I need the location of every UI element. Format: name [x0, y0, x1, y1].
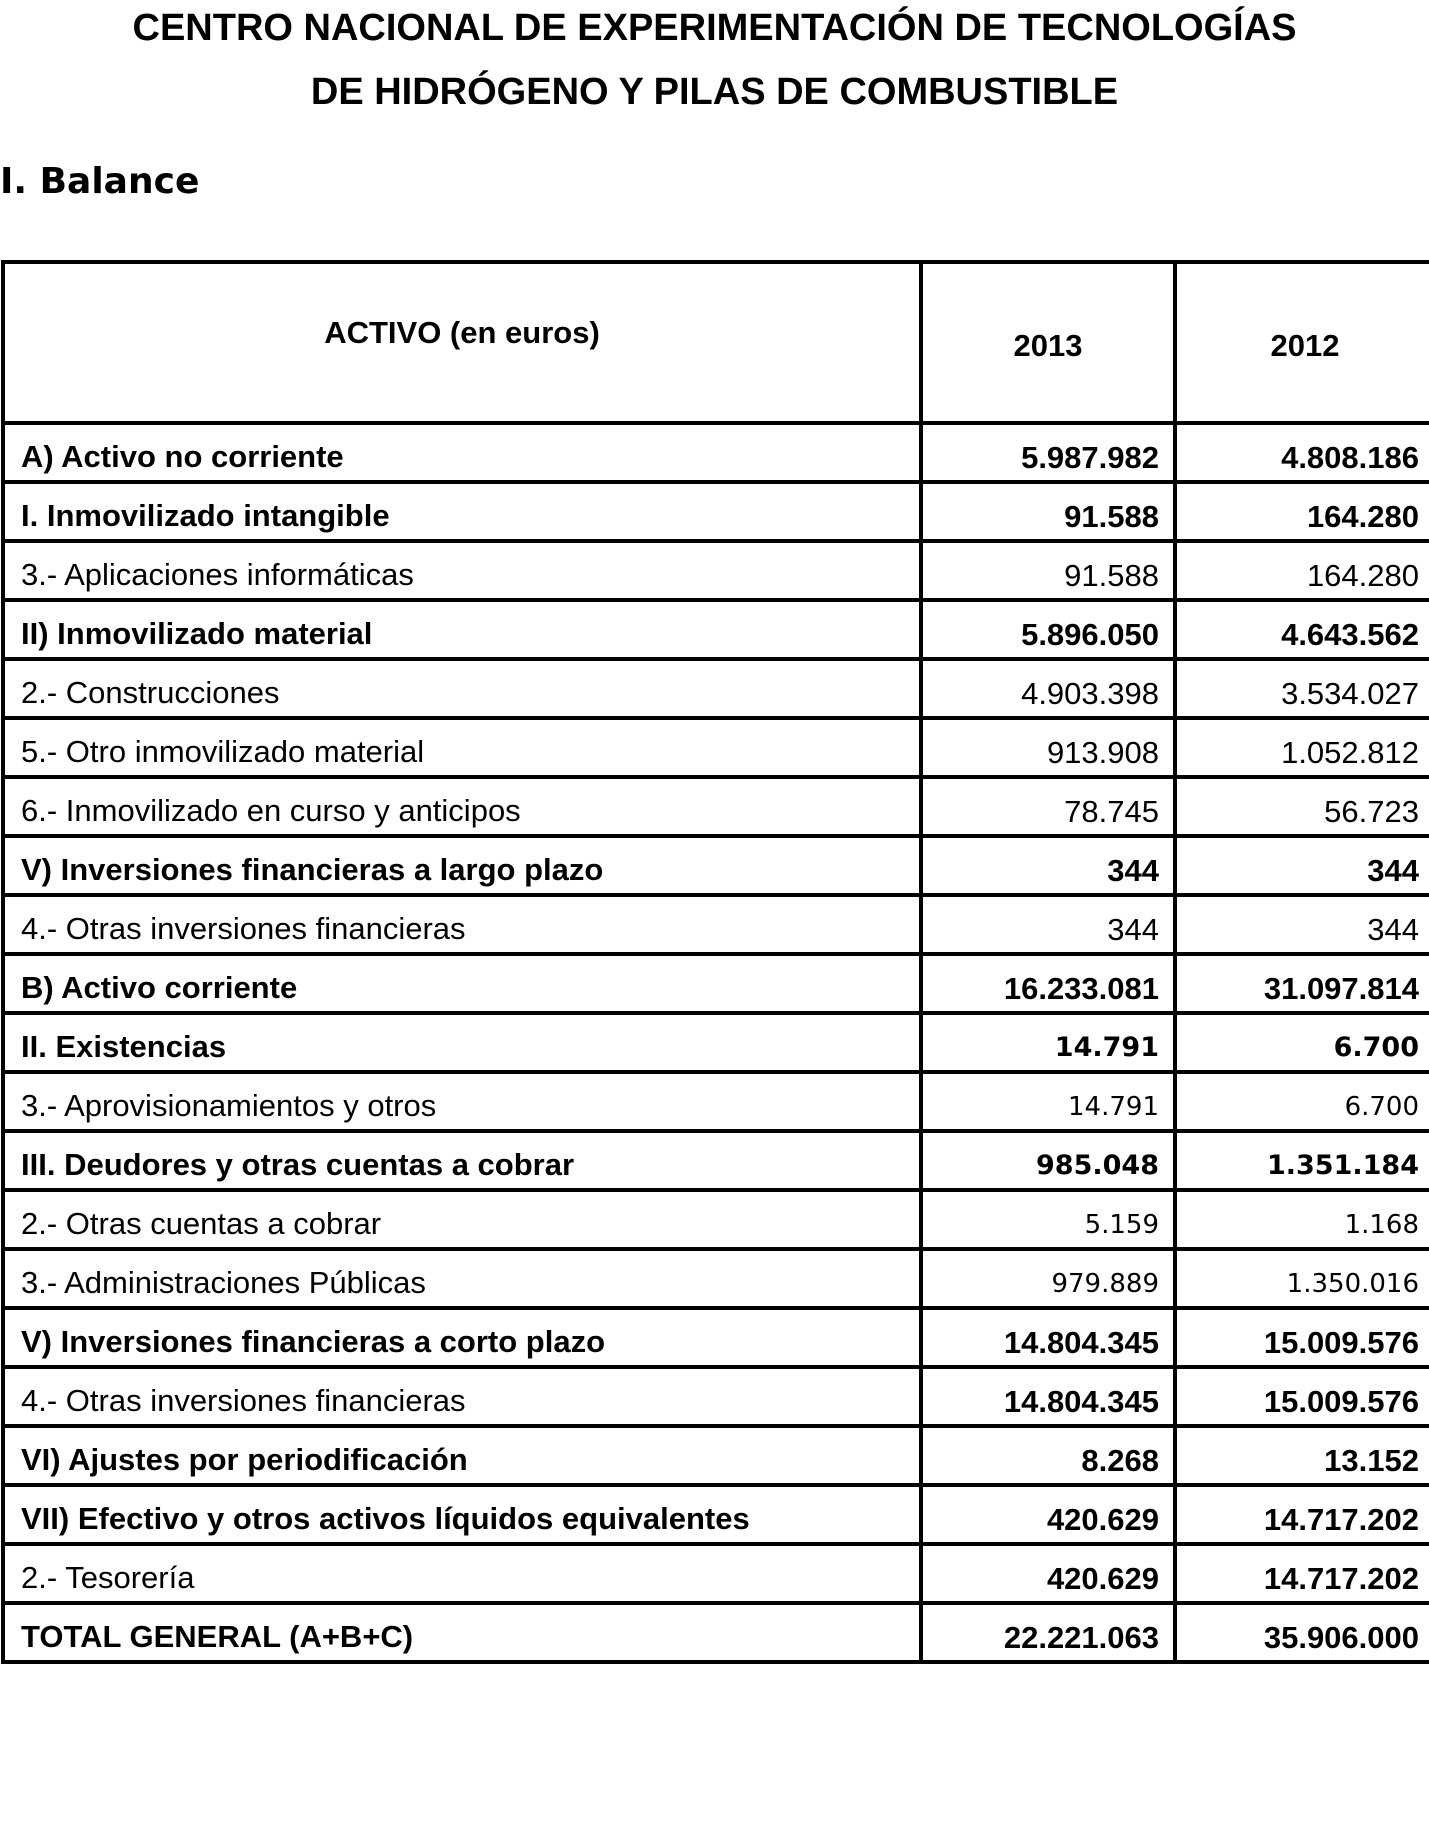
value-2013: 420.629 — [921, 1485, 1175, 1544]
table-row — [3, 1072, 1429, 1131]
row-label: 4.- Otras inversiones financieras — [3, 1367, 921, 1426]
value-2013: 985.048 — [921, 1131, 1175, 1190]
row-label: 3.- Administraciones Públicas — [3, 1249, 921, 1308]
document-title-line-2: DE HIDRÓGENO Y PILAS DE COMBUSTIBLE — [310, 71, 1119, 113]
value-2013: 91.588 — [921, 482, 1175, 541]
row-label: II) Inmovilizado material — [3, 600, 921, 659]
value-2012: 6.700 — [1175, 1072, 1429, 1131]
row-label: V) Inversiones financieras a corto plazo — [3, 1308, 921, 1367]
value-2013: 14.791 — [921, 1072, 1175, 1131]
value-2013: 4.903.398 — [921, 659, 1175, 718]
value-2012: 14.717.202 — [1175, 1485, 1429, 1544]
row-label: 6.- Inmovilizado en curso y anticipos — [3, 777, 921, 836]
table-header-row — [3, 262, 1429, 423]
value-2012: 4.808.186 — [1175, 423, 1429, 482]
table-row — [3, 895, 1429, 954]
value-2012: 1.351.184 — [1175, 1131, 1429, 1190]
section-heading: I. Balance — [0, 161, 200, 202]
row-label: III. Deudores y otras cuentas a cobrar — [3, 1131, 921, 1190]
value-2012: 15.009.576 — [1175, 1308, 1429, 1367]
row-label: 4.- Otras inversiones financieras — [3, 895, 921, 954]
value-2012: 1.168 — [1175, 1190, 1429, 1249]
value-2013: 5.159 — [921, 1190, 1175, 1249]
table-row — [3, 423, 1429, 482]
balance-table-container — [0, 260, 1429, 1821]
table-row — [3, 659, 1429, 718]
value-2012: 1.052.812 — [1175, 718, 1429, 777]
row-label: VII) Efectivo y otros activos líquidos equivalentes — [3, 1485, 921, 1544]
row-label: II. Existencias — [3, 1013, 921, 1072]
row-label: TOTAL GENERAL (A+B+C) — [3, 1603, 921, 1662]
value-2012: 6.700 — [1175, 1013, 1429, 1072]
value-2012: 164.280 — [1175, 541, 1429, 600]
table-row — [3, 1013, 1429, 1072]
value-2012: 35.906.000 — [1175, 1603, 1429, 1662]
value-2012: 15.009.576 — [1175, 1367, 1429, 1426]
table-row — [3, 1426, 1429, 1485]
table-row — [3, 1131, 1429, 1190]
row-label: V) Inversiones financieras a largo plazo — [3, 836, 921, 895]
value-2012: 344 — [1175, 836, 1429, 895]
table-row — [3, 482, 1429, 541]
value-2013: 5.987.982 — [921, 423, 1175, 482]
value-2013: 420.629 — [921, 1544, 1175, 1603]
row-label: B) Activo corriente — [3, 954, 921, 1013]
value-2012: 56.723 — [1175, 777, 1429, 836]
table-row — [3, 836, 1429, 895]
column-header-2012: 2012 — [1175, 262, 1429, 423]
row-label: VI) Ajustes por periodificación — [3, 1426, 921, 1485]
table-row — [3, 1367, 1429, 1426]
value-2012: 31.097.814 — [1175, 954, 1429, 1013]
value-2013: 14.804.345 — [921, 1367, 1175, 1426]
value-2013: 979.889 — [921, 1249, 1175, 1308]
balance-table — [1, 260, 1429, 1664]
table-row — [3, 541, 1429, 600]
table-row — [3, 1485, 1429, 1544]
value-2012: 14.717.202 — [1175, 1544, 1429, 1603]
value-2013: 91.588 — [921, 541, 1175, 600]
table-row — [3, 1308, 1429, 1367]
value-2013: 14.804.345 — [921, 1308, 1175, 1367]
row-label: 2.- Otras cuentas a cobrar — [3, 1190, 921, 1249]
row-label: 2.- Construcciones — [3, 659, 921, 718]
value-2013: 78.745 — [921, 777, 1175, 836]
value-2012: 3.534.027 — [1175, 659, 1429, 718]
value-2013: 16.233.081 — [921, 954, 1175, 1013]
table-row — [3, 954, 1429, 1013]
value-2013: 22.221.063 — [921, 1603, 1175, 1662]
table-row — [3, 1249, 1429, 1308]
document-title-line-1: CENTRO NACIONAL DE EXPERIMENTACIÓN DE TECNOLOGÍAS — [132, 7, 1297, 49]
value-2013: 344 — [921, 836, 1175, 895]
value-2012: 164.280 — [1175, 482, 1429, 541]
row-label: I. Inmovilizado intangible — [3, 482, 921, 541]
value-2012: 344 — [1175, 895, 1429, 954]
table-row — [3, 600, 1429, 659]
value-2013: 14.791 — [921, 1013, 1175, 1072]
row-label: A) Activo no corriente — [3, 423, 921, 482]
value-2013: 344 — [921, 895, 1175, 954]
column-header-activo: ACTIVO (en euros) — [3, 262, 921, 423]
table-row-total — [3, 1603, 1429, 1662]
row-label: 3.- Aprovisionamientos y otros — [3, 1072, 921, 1131]
table-row — [3, 1190, 1429, 1249]
value-2012: 1.350.016 — [1175, 1249, 1429, 1308]
row-label: 3.- Aplicaciones informáticas — [3, 541, 921, 600]
row-label: 5.- Otro inmovilizado material — [3, 718, 921, 777]
value-2013: 913.908 — [921, 718, 1175, 777]
value-2012: 4.643.562 — [1175, 600, 1429, 659]
table-row — [3, 777, 1429, 836]
value-2013: 5.896.050 — [921, 600, 1175, 659]
row-label: 2.- Tesorería — [3, 1544, 921, 1603]
table-row — [3, 718, 1429, 777]
column-header-2013: 2013 — [921, 262, 1175, 423]
value-2013: 8.268 — [921, 1426, 1175, 1485]
value-2012: 13.152 — [1175, 1426, 1429, 1485]
table-row — [3, 1544, 1429, 1603]
